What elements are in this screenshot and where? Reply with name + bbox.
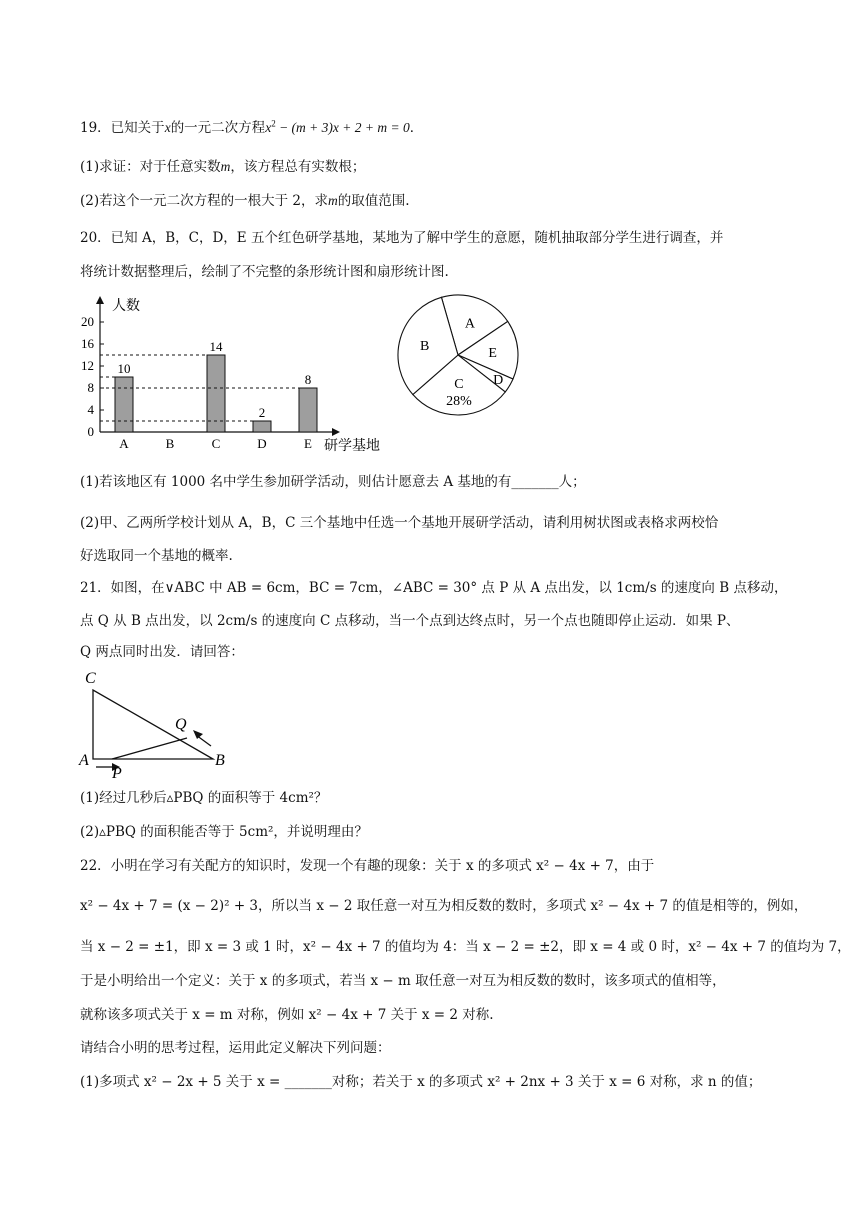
q22-line1: 22．小明在学习有关配方的知识时，发现一个有趣的现象：关于 x 的多项式 x² − 4x + 7，由于 xyxy=(80,858,655,874)
label-a: A xyxy=(79,752,89,769)
x-axis-arrow xyxy=(332,428,340,436)
q21-stem-line1: 21．如图，在∨ABC 中 AB = 6cm，BC = 7cm，∠ABC = 30° 点 P 从 A 点出发，以 1cm/s 的速度向 B 点移动， xyxy=(80,580,788,596)
data-label-C: 14 xyxy=(209,339,223,354)
q22-line2: x² − 4x + 7 = (x − 2)² + 3，所以当 x − 2 取任意一对互为相反数的数时，多项式 x² − 4x + 7 的值是相等的，例如， xyxy=(80,898,808,914)
data-label-A: 10 xyxy=(117,361,131,376)
y-tick-label: 0 xyxy=(87,424,94,439)
pie-label-B: B xyxy=(419,339,430,355)
x-tick-label: C xyxy=(211,436,221,451)
y-axis-arrow xyxy=(96,296,104,304)
q20-part2-line1: (2)甲、乙两所学校计划从 A，B，C 三个基地中任选一个基地开展研学活动，请利用树状图或表格求两校恰 xyxy=(80,515,719,531)
pie-percent-C: 28% xyxy=(446,393,472,409)
bar-chart-xlabel: 研学基地 xyxy=(324,438,380,454)
q22-line5: 就称该多项式关于 x = m 对称，例如 x² − 4x + 7 关于 x = 2 对称. xyxy=(80,1007,494,1023)
q21-stem-line3: Q 两点同时出发．请回答： xyxy=(80,644,244,660)
pie-label-A: A xyxy=(464,316,475,332)
arrow-q-head xyxy=(193,730,203,739)
q20-part2-line2: 好选取同一个基地的概率. xyxy=(80,548,233,564)
q21-part2: (2)▵PBQ 的面积能否等于 5cm²，并说明理由？ xyxy=(80,824,368,840)
label-b: B xyxy=(215,752,225,769)
x-tick-label: D xyxy=(257,436,267,451)
y-tick-label: 4 xyxy=(87,402,94,417)
label-p: P xyxy=(112,765,122,780)
q21-part1: (1)经过几秒后▵PBQ 的面积等于 4cm²？ xyxy=(80,790,328,806)
data-label-E: 8 xyxy=(304,372,312,387)
bar-chart-ylabel: 人数 xyxy=(112,298,140,314)
label-c: C xyxy=(85,670,96,687)
pie-label-D: D xyxy=(493,372,504,388)
triangle-abc xyxy=(93,690,213,759)
bar-C xyxy=(207,355,225,432)
x-tick-label: B xyxy=(165,436,175,451)
segment-pq xyxy=(112,738,187,759)
y-tick-label: 16 xyxy=(81,336,94,351)
q19-part1: (1)求证：对于任意实数m，该方程总有实数根； xyxy=(80,159,366,175)
q20-stem-line2: 将统计数据整理后，绘制了不完整的条形统计图和扇形统计图. xyxy=(80,264,449,280)
q19-part2: (2)若这个一元二次方程的一根大于 2，求m的取值范围. xyxy=(80,193,410,209)
pie-label-E: E xyxy=(488,345,497,361)
label-q: Q xyxy=(175,716,187,733)
bar-D xyxy=(253,421,271,432)
data-label-D: 2 xyxy=(258,405,266,420)
pie-label-C: C xyxy=(454,376,464,392)
bar-chart xyxy=(74,292,394,462)
y-tick-label: 8 xyxy=(87,380,94,395)
x-tick-label: A xyxy=(119,436,129,451)
bar-chart-bars xyxy=(100,339,317,451)
q22-line7: (1)多项式 x² − 2x + 5 关于 x = _______对称；若关于 x 的多项式 x² + 2nx + 3 关于 x = 6 对称，求 n 的值； xyxy=(80,1074,762,1090)
y-tick-label: 12 xyxy=(81,358,94,373)
y-tick-label: 20 xyxy=(81,314,94,329)
q22-line4: 于是小明给出一个定义：关于 x 的多项式，若当 x − m 取任意一对互为相反数的数时，该多项式的值相等， xyxy=(80,973,726,989)
pie-chart xyxy=(390,294,526,416)
triangle-figure xyxy=(76,666,246,780)
bar-A xyxy=(115,377,133,432)
x-tick-label: E xyxy=(304,436,312,451)
q21-stem-line2: 点 Q 从 B 点出发，以 2cm/s 的速度向 C 点移动，当一个点到达终点时，另一个点也随即停止运动．如果 P、 xyxy=(80,613,740,629)
pie-chart-slices xyxy=(398,295,518,415)
var-x: x xyxy=(164,120,171,135)
q20-part1: (1)若该地区有 1000 名中学生参加研学活动，则估计愿意去 A 基地的有_______人； xyxy=(80,474,586,490)
q22-line6: 请结合小明的思考过程，运用此定义解决下列问题： xyxy=(80,1040,391,1056)
q22-line3: 当 x − 2 = ±1，即 x = 3 或 1 时，x² − 4x + 7 的值均为 4：当 x − 2 = ±2，即 x = 4 或 0 时，x² − 4x + 7 的值均为 7， xyxy=(80,939,851,955)
q20-stem-line1: 20．已知 A，B，C，D，E 五个红色研学基地，某地为了解中学生的意愿，随机抽取部分学生进行调查，并 xyxy=(80,230,724,246)
q19-stem: 19．已知关于x的一元二次方程$x^2 - (m + 3)x + 2 + m = 0$． xyxy=(80,118,424,136)
bar-E xyxy=(299,388,317,432)
